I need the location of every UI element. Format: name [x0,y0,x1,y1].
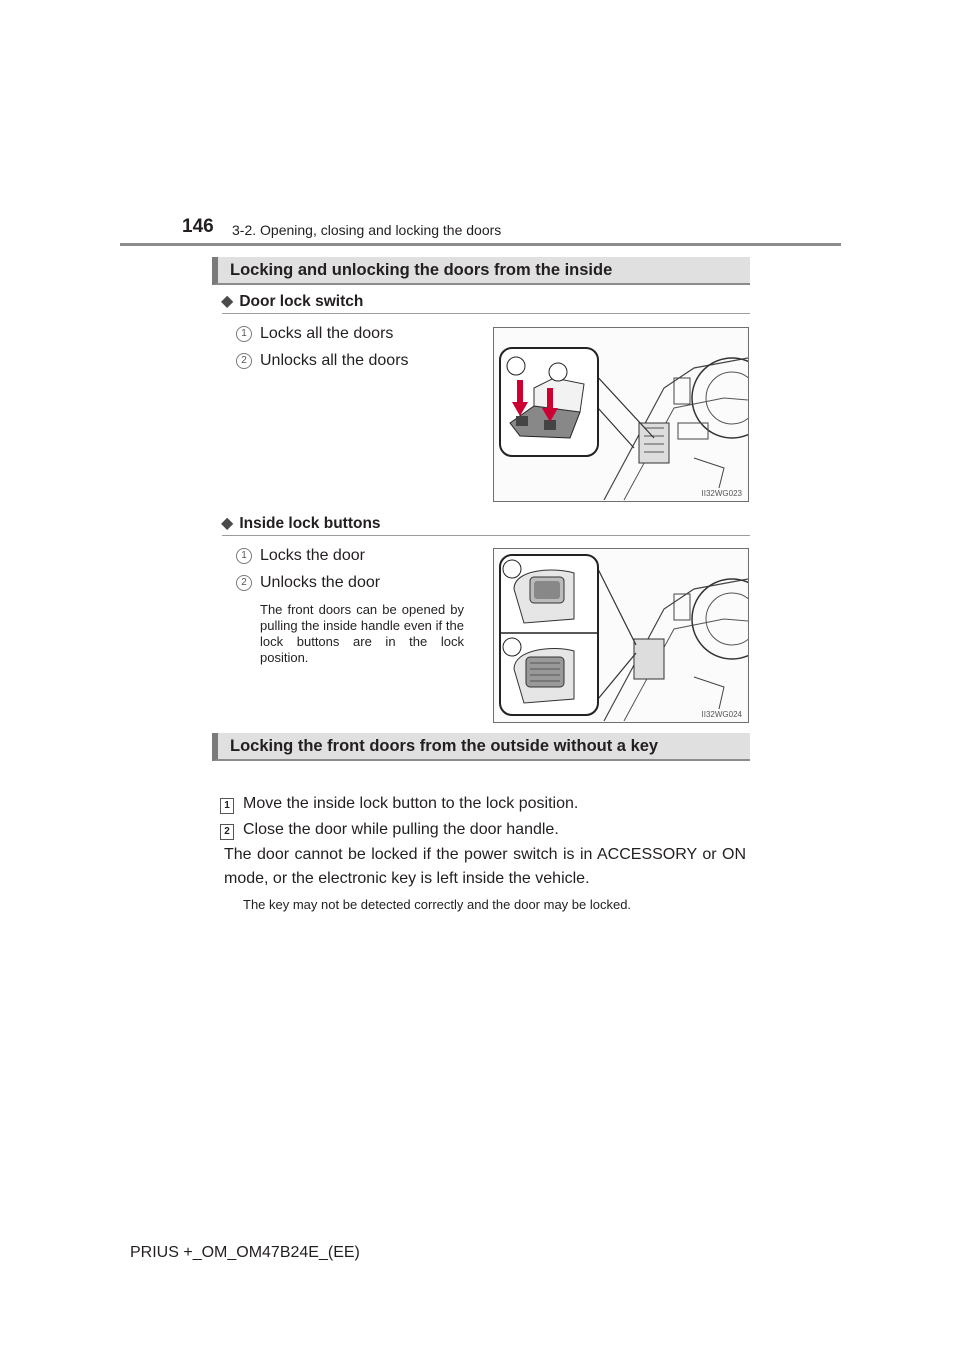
figure-code: II32WG023 [701,489,742,498]
page-number: 146 [182,216,214,237]
header-divider [120,243,841,246]
subsection-title: Door lock switch [239,293,364,310]
item-text: Locks the door [260,547,365,564]
item-text: Locks all the doors [260,325,394,342]
step-text: Move the inside lock button to the lock position. [243,795,579,812]
section-title-inside: Locking and unlocking the doors from the inside [230,261,613,279]
subsection-divider [222,313,750,314]
door-lock-switch-illustration [493,327,749,502]
item-text: Unlocks all the doors [260,352,409,369]
step-number-1: 1 [220,798,234,814]
outside-lock-paragraph: The door cannot be locked if the power switch is in ACCESSORY or ON mode, or the electronic key is left inside the vehicle. [224,846,746,887]
chapter-title: 3-2. Opening, closing and locking the doors [232,222,502,238]
item-number-2: 2 [236,575,252,591]
subsection-title: Inside lock buttons [239,515,381,532]
item-number-1: 1 [236,326,252,342]
inside-lock-note: The front doors can be opened by pulling the inside handle even if the lock buttons are in the lock position. [260,602,464,665]
diamond-bullet-icon: ◆ [221,515,234,532]
figure-code: II32WG024 [701,710,742,719]
section-header-outside [212,733,750,761]
item-text: Unlocks the door [260,574,381,591]
subsection-divider [222,535,750,536]
item-number-2: 2 [236,353,252,369]
outside-lock-note: The key may not be detected correctly and the door may be locked. [243,897,632,912]
section-title-outside: Locking the front doors from the outside without a key [230,737,659,755]
step-number-2: 2 [220,824,234,840]
document-id: PRIUS +_OM_OM47B24E_(EE) [130,1244,360,1261]
inside-lock-buttons-illustration [493,548,749,723]
subsection-door-lock-switch [221,291,363,311]
diamond-bullet-icon: ◆ [221,293,234,310]
item-number-1: 1 [236,548,252,564]
section-header-inside [212,257,750,285]
subsection-inside-lock-buttons [221,513,381,533]
step-text: Close the door while pulling the door handle. [243,821,559,838]
